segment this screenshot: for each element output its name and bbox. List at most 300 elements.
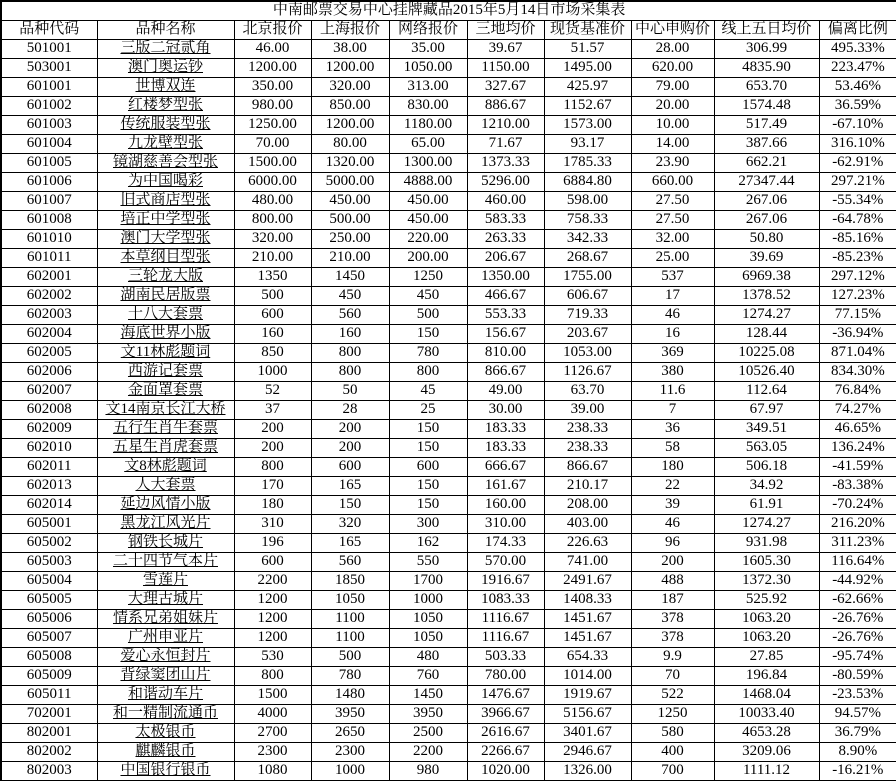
deviation-ratio: -95.74% — [819, 648, 896, 667]
item-code: 602002 — [1, 287, 97, 306]
online-5day-avg-price: 1063.20 — [714, 610, 819, 629]
online-5day-avg-price: 306.99 — [714, 40, 819, 59]
table-row — [1, 629, 896, 648]
item-name-link[interactable]: 黑龙江风光片 — [97, 515, 234, 534]
shanghai-price: 500.00 — [311, 211, 389, 230]
shanghai-price: 200 — [311, 420, 389, 439]
spot-base-price: 403.00 — [544, 515, 631, 534]
table-row — [1, 192, 896, 211]
item-code: 602014 — [1, 496, 97, 515]
network-price: 1050.00 — [389, 59, 467, 78]
network-price: 1700 — [389, 572, 467, 591]
shanghai-price: 1000 — [311, 762, 389, 781]
three-region-avg-price: 810.00 — [467, 344, 544, 363]
beijing-price: 1200 — [234, 629, 311, 648]
table-row — [1, 211, 896, 230]
network-price: 2200 — [389, 743, 467, 762]
shanghai-price: 1850 — [311, 572, 389, 591]
item-code: 601005 — [1, 154, 97, 173]
online-5day-avg-price: 267.06 — [714, 211, 819, 230]
three-region-avg-price: 39.67 — [467, 40, 544, 59]
item-code: 602009 — [1, 420, 97, 439]
online-5day-avg-price: 27.85 — [714, 648, 819, 667]
network-price: 313.00 — [389, 78, 467, 97]
three-region-avg-price: 1350.00 — [467, 268, 544, 287]
network-price: 45 — [389, 382, 467, 401]
online-5day-avg-price: 1468.04 — [714, 686, 819, 705]
beijing-price: 1500 — [234, 686, 311, 705]
item-code: 601006 — [1, 173, 97, 192]
column-header-online-5day-avg-price: 线上五日均价 — [714, 21, 819, 40]
shanghai-price: 2300 — [311, 743, 389, 762]
column-header-center-subscription-price: 中心申购价 — [631, 21, 714, 40]
item-code: 605007 — [1, 629, 97, 648]
deviation-ratio: 74.27% — [819, 401, 896, 420]
deviation-ratio: -64.78% — [819, 211, 896, 230]
center-subscription-price: 537 — [631, 268, 714, 287]
spot-base-price: 203.67 — [544, 325, 631, 344]
shanghai-price: 5000.00 — [311, 173, 389, 192]
center-subscription-price: 9.9 — [631, 648, 714, 667]
table-row — [1, 116, 896, 135]
deviation-ratio: -85.23% — [819, 249, 896, 268]
spot-base-price: 51.57 — [544, 40, 631, 59]
network-price: 830.00 — [389, 97, 467, 116]
table-row — [1, 40, 896, 59]
spot-base-price: 1919.67 — [544, 686, 631, 705]
center-subscription-price: 380 — [631, 363, 714, 382]
item-name-link[interactable]: 海底世界小版 — [97, 325, 234, 344]
center-subscription-price: 14.00 — [631, 135, 714, 154]
center-subscription-price: 58 — [631, 439, 714, 458]
item-code: 601011 — [1, 249, 97, 268]
item-code: 602001 — [1, 268, 97, 287]
table-row — [1, 648, 896, 667]
beijing-price: 210.00 — [234, 249, 311, 268]
network-price: 150 — [389, 477, 467, 496]
table-row — [1, 553, 896, 572]
network-price: 450.00 — [389, 211, 467, 230]
center-subscription-price: 369 — [631, 344, 714, 363]
online-5day-avg-price: 196.84 — [714, 667, 819, 686]
item-name-link[interactable]: 五行生肖牛套票 — [97, 420, 234, 439]
column-header-three-region-avg-price: 三地均价 — [467, 21, 544, 40]
network-price: 550 — [389, 553, 467, 572]
shanghai-price: 1200.00 — [311, 116, 389, 135]
beijing-price: 850 — [234, 344, 311, 363]
center-subscription-price: 7 — [631, 401, 714, 420]
center-subscription-price: 23.90 — [631, 154, 714, 173]
item-name-link[interactable]: 红楼梦型张 — [97, 97, 234, 116]
deviation-ratio: 36.79% — [819, 724, 896, 743]
shanghai-price: 560 — [311, 306, 389, 325]
beijing-price: 37 — [234, 401, 311, 420]
item-code: 602008 — [1, 401, 97, 420]
three-region-avg-price: 466.67 — [467, 287, 544, 306]
shanghai-price: 165 — [311, 477, 389, 496]
beijing-price: 1080 — [234, 762, 311, 781]
spot-base-price: 606.67 — [544, 287, 631, 306]
shanghai-price: 800 — [311, 363, 389, 382]
network-price: 300 — [389, 515, 467, 534]
spot-base-price: 2946.67 — [544, 743, 631, 762]
online-5day-avg-price: 1111.12 — [714, 762, 819, 781]
beijing-price: 200 — [234, 420, 311, 439]
three-region-avg-price: 2266.67 — [467, 743, 544, 762]
spot-base-price: 1495.00 — [544, 59, 631, 78]
item-name-link[interactable]: 背绿窦团山片 — [97, 667, 234, 686]
center-subscription-price: 46 — [631, 515, 714, 534]
deviation-ratio: -16.21% — [819, 762, 896, 781]
center-subscription-price: 25.00 — [631, 249, 714, 268]
center-subscription-price: 522 — [631, 686, 714, 705]
beijing-price: 1500.00 — [234, 154, 311, 173]
item-name-link[interactable]: 和一精制流通币 — [97, 705, 234, 724]
network-price: 220.00 — [389, 230, 467, 249]
item-code: 702001 — [1, 705, 97, 724]
three-region-avg-price: 460.00 — [467, 192, 544, 211]
item-name-link[interactable]: 情系兄弟姐妹片 — [97, 610, 234, 629]
item-name-link[interactable]: 文11林彪题词 — [97, 344, 234, 363]
shanghai-price: 28 — [311, 401, 389, 420]
three-region-avg-price: 583.33 — [467, 211, 544, 230]
spot-base-price: 425.97 — [544, 78, 631, 97]
spot-base-price: 93.17 — [544, 135, 631, 154]
beijing-price: 530 — [234, 648, 311, 667]
item-name-link[interactable]: 本草纲目型张 — [97, 249, 234, 268]
three-region-avg-price: 886.67 — [467, 97, 544, 116]
item-name-link[interactable]: 文14南京长江大桥 — [97, 401, 234, 420]
deviation-ratio: -70.24% — [819, 496, 896, 515]
spot-base-price: 1152.67 — [544, 97, 631, 116]
network-price: 1050 — [389, 629, 467, 648]
item-code: 802001 — [1, 724, 97, 743]
three-region-avg-price: 160.00 — [467, 496, 544, 515]
item-code: 601004 — [1, 135, 97, 154]
spot-base-price: 1451.67 — [544, 610, 631, 629]
online-5day-avg-price: 267.06 — [714, 192, 819, 211]
item-name-link[interactable]: 澳门大学型张 — [97, 230, 234, 249]
network-price: 600 — [389, 458, 467, 477]
network-price: 980 — [389, 762, 467, 781]
spot-base-price: 1451.67 — [544, 629, 631, 648]
deviation-ratio: 76.84% — [819, 382, 896, 401]
center-subscription-price: 20.00 — [631, 97, 714, 116]
network-price: 1050 — [389, 610, 467, 629]
online-5day-avg-price: 1574.48 — [714, 97, 819, 116]
item-name-link[interactable]: 三版二冠贰角 — [97, 40, 234, 59]
deviation-ratio: -62.91% — [819, 154, 896, 173]
deviation-ratio: -55.34% — [819, 192, 896, 211]
table-row — [1, 762, 896, 781]
item-name-link[interactable]: 太极银币 — [97, 724, 234, 743]
table-row — [1, 230, 896, 249]
network-price: 150 — [389, 439, 467, 458]
title-row — [1, 1, 896, 21]
beijing-price: 196 — [234, 534, 311, 553]
item-name-link[interactable]: 延边风情小版 — [97, 496, 234, 515]
item-name-link[interactable]: 镜湖慈善会型张 — [97, 154, 234, 173]
center-subscription-price: 700 — [631, 762, 714, 781]
online-5day-avg-price: 39.69 — [714, 249, 819, 268]
online-5day-avg-price: 10526.40 — [714, 363, 819, 382]
item-code: 601010 — [1, 230, 97, 249]
spot-base-price: 741.00 — [544, 553, 631, 572]
deviation-ratio: 871.04% — [819, 344, 896, 363]
table-row — [1, 572, 896, 591]
three-region-avg-price: 327.67 — [467, 78, 544, 97]
item-name-link[interactable]: 澳门奥运钞 — [97, 59, 234, 78]
deviation-ratio: -44.92% — [819, 572, 896, 591]
beijing-price: 1200.00 — [234, 59, 311, 78]
item-name-link[interactable]: 爱心永恒封片 — [97, 648, 234, 667]
shanghai-price: 3950 — [311, 705, 389, 724]
network-price: 1250 — [389, 268, 467, 287]
item-code: 605001 — [1, 515, 97, 534]
shanghai-price: 320 — [311, 515, 389, 534]
table-row — [1, 325, 896, 344]
deviation-ratio: -36.94% — [819, 325, 896, 344]
beijing-price: 350.00 — [234, 78, 311, 97]
beijing-price: 52 — [234, 382, 311, 401]
shanghai-price: 80.00 — [311, 135, 389, 154]
online-5day-avg-price: 4653.28 — [714, 724, 819, 743]
online-5day-avg-price: 128.44 — [714, 325, 819, 344]
item-name-link[interactable]: 二十四节气本片 — [97, 553, 234, 572]
item-name-link[interactable]: 九龙壁型张 — [97, 135, 234, 154]
shanghai-price: 600 — [311, 458, 389, 477]
online-5day-avg-price: 34.92 — [714, 477, 819, 496]
center-subscription-price: 79.00 — [631, 78, 714, 97]
item-code: 602013 — [1, 477, 97, 496]
center-subscription-price: 22 — [631, 477, 714, 496]
deviation-ratio: 297.21% — [819, 173, 896, 192]
beijing-price: 1350 — [234, 268, 311, 287]
spot-base-price: 654.33 — [544, 648, 631, 667]
item-name-link[interactable]: 三轮龙大版 — [97, 268, 234, 287]
item-code: 605002 — [1, 534, 97, 553]
item-code: 802002 — [1, 743, 97, 762]
spot-base-price: 2491.67 — [544, 572, 631, 591]
item-name-link[interactable]: 五星生肖虎套票 — [97, 439, 234, 458]
item-name-link[interactable]: 人大套票 — [97, 477, 234, 496]
three-region-avg-price: 2616.67 — [467, 724, 544, 743]
item-name-link[interactable]: 金面罩套票 — [97, 382, 234, 401]
spot-base-price: 210.17 — [544, 477, 631, 496]
deviation-ratio: 297.12% — [819, 268, 896, 287]
item-name-link[interactable]: 麒麟银币 — [97, 743, 234, 762]
online-5day-avg-price: 1605.30 — [714, 553, 819, 572]
table-row — [1, 154, 896, 173]
network-price: 450.00 — [389, 192, 467, 211]
table-row — [1, 135, 896, 154]
beijing-price: 310 — [234, 515, 311, 534]
center-subscription-price: 488 — [631, 572, 714, 591]
spot-base-price: 238.33 — [544, 420, 631, 439]
online-5day-avg-price: 4835.90 — [714, 59, 819, 78]
center-subscription-price: 39 — [631, 496, 714, 515]
item-name-link[interactable]: 十八大套票 — [97, 306, 234, 325]
table-row — [1, 363, 896, 382]
beijing-price: 200 — [234, 439, 311, 458]
item-code: 605005 — [1, 591, 97, 610]
table-row — [1, 287, 896, 306]
column-header-spot-base-price: 现货基准价 — [544, 21, 631, 40]
three-region-avg-price: 71.67 — [467, 135, 544, 154]
deviation-ratio: 53.46% — [819, 78, 896, 97]
three-region-avg-price: 49.00 — [467, 382, 544, 401]
spot-base-price: 1755.00 — [544, 268, 631, 287]
table-row — [1, 401, 896, 420]
shanghai-price: 850.00 — [311, 97, 389, 116]
center-subscription-price: 1250 — [631, 705, 714, 724]
shanghai-price: 560 — [311, 553, 389, 572]
item-name-link[interactable]: 为中国喝彩 — [97, 173, 234, 192]
shanghai-price: 1480 — [311, 686, 389, 705]
deviation-ratio: -23.53% — [819, 686, 896, 705]
shanghai-price: 210.00 — [311, 249, 389, 268]
spot-base-price: 1053.00 — [544, 344, 631, 363]
item-name-link[interactable]: 和谐动车片 — [97, 686, 234, 705]
network-price: 1000 — [389, 591, 467, 610]
item-name-link[interactable]: 传统服装型张 — [97, 116, 234, 135]
network-price: 25 — [389, 401, 467, 420]
table-row — [1, 477, 896, 496]
item-code: 601008 — [1, 211, 97, 230]
item-name-link[interactable]: 湖南民居版票 — [97, 287, 234, 306]
item-code: 602007 — [1, 382, 97, 401]
spot-base-price: 5156.67 — [544, 705, 631, 724]
item-code: 602006 — [1, 363, 97, 382]
spot-base-price: 1408.33 — [544, 591, 631, 610]
network-price: 1180.00 — [389, 116, 467, 135]
shanghai-price: 320.00 — [311, 78, 389, 97]
beijing-price: 2700 — [234, 724, 311, 743]
item-code: 605008 — [1, 648, 97, 667]
item-name-link[interactable]: 雪莲片 — [97, 572, 234, 591]
item-code: 602004 — [1, 325, 97, 344]
item-code: 501001 — [1, 40, 97, 59]
three-region-avg-price: 161.67 — [467, 477, 544, 496]
shanghai-price: 38.00 — [311, 40, 389, 59]
deviation-ratio: 834.30% — [819, 363, 896, 382]
table-row — [1, 496, 896, 515]
three-region-avg-price: 503.33 — [467, 648, 544, 667]
shanghai-price: 200 — [311, 439, 389, 458]
online-5day-avg-price: 563.05 — [714, 439, 819, 458]
center-subscription-price: 10.00 — [631, 116, 714, 135]
network-price: 450 — [389, 287, 467, 306]
item-code: 605011 — [1, 686, 97, 705]
network-price: 150 — [389, 420, 467, 439]
three-region-avg-price: 1020.00 — [467, 762, 544, 781]
deviation-ratio: 46.65% — [819, 420, 896, 439]
center-subscription-price: 17 — [631, 287, 714, 306]
three-region-avg-price: 866.67 — [467, 363, 544, 382]
header-row — [1, 21, 896, 40]
shanghai-price: 1450 — [311, 268, 389, 287]
three-region-avg-price: 1116.67 — [467, 610, 544, 629]
item-code: 601002 — [1, 97, 97, 116]
center-subscription-price: 16 — [631, 325, 714, 344]
table-row — [1, 705, 896, 724]
three-region-avg-price: 174.33 — [467, 534, 544, 553]
three-region-avg-price: 570.00 — [467, 553, 544, 572]
center-subscription-price: 580 — [631, 724, 714, 743]
deviation-ratio: -41.59% — [819, 458, 896, 477]
beijing-price: 1200 — [234, 591, 311, 610]
three-region-avg-price: 1150.00 — [467, 59, 544, 78]
three-region-avg-price: 206.67 — [467, 249, 544, 268]
network-price: 3950 — [389, 705, 467, 724]
spot-base-price: 1014.00 — [544, 667, 631, 686]
item-name-link[interactable]: 大理古城片 — [97, 591, 234, 610]
three-region-avg-price: 263.33 — [467, 230, 544, 249]
online-5day-avg-price: 525.92 — [714, 591, 819, 610]
shanghai-price: 160 — [311, 325, 389, 344]
beijing-price: 6000.00 — [234, 173, 311, 192]
table-row — [1, 382, 896, 401]
table-body — [1, 40, 896, 781]
online-5day-avg-price: 27347.44 — [714, 173, 819, 192]
deviation-ratio: -67.10% — [819, 116, 896, 135]
item-name-link[interactable]: 文8林彪题词 — [97, 458, 234, 477]
shanghai-price: 1100 — [311, 610, 389, 629]
deviation-ratio: 36.59% — [819, 97, 896, 116]
table-row — [1, 515, 896, 534]
network-price: 65.00 — [389, 135, 467, 154]
network-price: 150 — [389, 325, 467, 344]
deviation-ratio: 8.90% — [819, 743, 896, 762]
center-subscription-price: 180 — [631, 458, 714, 477]
beijing-price: 980.00 — [234, 97, 311, 116]
beijing-price: 600 — [234, 306, 311, 325]
item-name-link[interactable]: 广州申亚片 — [97, 629, 234, 648]
online-5day-avg-price: 1274.27 — [714, 306, 819, 325]
network-price: 35.00 — [389, 40, 467, 59]
item-name-link[interactable]: 中国银行银币 — [97, 762, 234, 781]
online-5day-avg-price: 61.91 — [714, 496, 819, 515]
center-subscription-price: 378 — [631, 610, 714, 629]
item-name-link[interactable]: 钢铁长城片 — [97, 534, 234, 553]
deviation-ratio: 223.47% — [819, 59, 896, 78]
deviation-ratio: 136.24% — [819, 439, 896, 458]
item-name-link[interactable]: 世博双连 — [97, 78, 234, 97]
item-name-link[interactable]: 培正中学型张 — [97, 211, 234, 230]
beijing-price: 1000 — [234, 363, 311, 382]
beijing-price: 2200 — [234, 572, 311, 591]
table-row — [1, 458, 896, 477]
spot-base-price: 1785.33 — [544, 154, 631, 173]
spot-base-price: 1326.00 — [544, 762, 631, 781]
item-name-link[interactable]: 旧式商店型张 — [97, 192, 234, 211]
deviation-ratio: 77.15% — [819, 306, 896, 325]
deviation-ratio: 216.20% — [819, 515, 896, 534]
center-subscription-price: 32.00 — [631, 230, 714, 249]
deviation-ratio: 316.10% — [819, 135, 896, 154]
item-code: 601007 — [1, 192, 97, 211]
network-price: 780 — [389, 344, 467, 363]
network-price: 760 — [389, 667, 467, 686]
online-5day-avg-price: 349.51 — [714, 420, 819, 439]
column-header-item-code: 品种代码 — [1, 21, 97, 40]
beijing-price: 320.00 — [234, 230, 311, 249]
item-name-link[interactable]: 西游记套票 — [97, 363, 234, 382]
shanghai-price: 50 — [311, 382, 389, 401]
item-code: 602010 — [1, 439, 97, 458]
column-header-deviation-ratio: 偏离比例 — [819, 21, 896, 40]
deviation-ratio: -26.76% — [819, 610, 896, 629]
